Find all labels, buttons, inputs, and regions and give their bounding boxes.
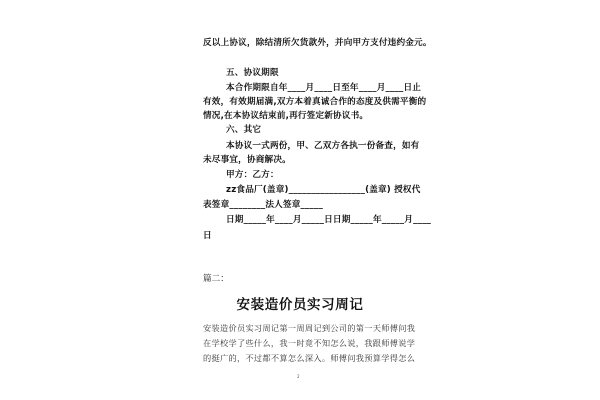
contract-line-2: 本合作期限自年____月____日至年____月____日止 [226,83,422,93]
heading-other: 六、其它 [226,125,262,135]
heading-agreement-term: 五、协议期限 [226,68,279,78]
contract-line-dates: 日期_____年____月_____日日期_____年_____月____ [226,215,432,225]
contract-line-6: 未尽事宜，协商解决。 [203,155,291,165]
contract-line-11: 日 [203,231,212,241]
article-paragraph-line-3: 的挺广的，不过都不算怎么深入。师傅问我预算学得怎么 [203,353,416,363]
page-number: 2 [297,374,300,379]
contract-line-4: 情况,在本协议结束前,再行签定新协议书。 [203,111,369,121]
article-title: 安装造价员实习周记 [236,297,364,313]
contract-line-1: 反以上协议，除结清所欠货款外，并向甲方支付违约金元。 [203,38,432,48]
contract-line-3: 有效，有效期届满,双方本着真诚合作的态度及供需平衡的 [203,97,427,107]
contract-line-9: 表签章________法人签章_____ [203,200,324,210]
section-label: 篇二： [203,274,229,284]
article-paragraph-line-2: 在学校学了些什么，我一时竟不知怎么说，我跟师傅说学 [203,338,416,348]
contract-line-8: zz食品厂(盖章)_________________(盖章) 授权代 [226,185,421,195]
contract-line-parties: 甲方：乙方： [226,170,279,180]
contract-line-5: 本协议一式两份，甲、乙双方各执一份备查，如有 [226,141,420,151]
article-paragraph-line-1: 安装造价员实习周记第一周周记到公司的第一天师傅问我 [203,323,416,333]
